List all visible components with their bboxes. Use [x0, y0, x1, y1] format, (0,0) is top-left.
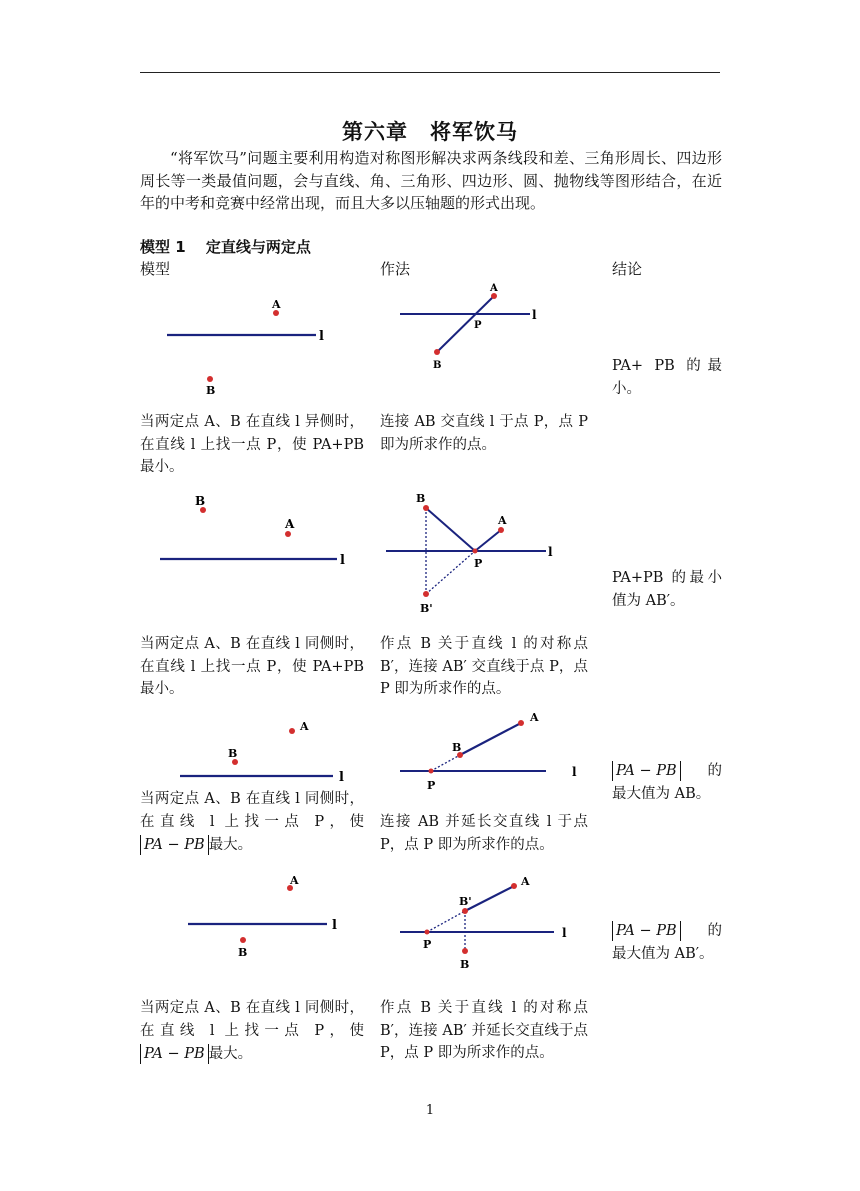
label-P: P	[474, 557, 483, 570]
label-A: A	[285, 517, 295, 531]
label-l: l	[548, 545, 553, 559]
label-B: B	[452, 741, 462, 754]
point-B	[462, 948, 468, 954]
expr-abs-pa-pb: PA − PB	[140, 835, 209, 855]
segment-BP	[426, 508, 475, 551]
figure-row2-model	[140, 490, 360, 580]
row1-conclusion: PA+ PB 的最小。	[612, 358, 722, 397]
expr-abs-pa-pb: PA − PB	[612, 921, 681, 941]
label-l: l	[532, 308, 537, 322]
intro-paragraph: “将军饮马”问题主要利用构造对称图形解决求两条线段和差、三角形周长、四边形周长等一类最值问题，会与直线、角、三角形、四边形、圆、抛物线等图形结合，在近年的中考和竞赛中经常出现，而且大多以压轴题的形式出现。	[140, 149, 722, 212]
row2-conclusion: PA+PB 的最小值为 AB′。	[612, 570, 722, 609]
label-Bp: B'	[459, 895, 472, 908]
segment-BpA	[465, 886, 514, 911]
figure-row1-model	[140, 290, 360, 400]
point-A	[511, 883, 517, 889]
point-A	[518, 720, 524, 726]
point-A	[289, 728, 295, 734]
label-A: A	[490, 283, 498, 294]
row3-method-text: 连接 AB 并延长交直线 l 于点 P，点 P 即为所求作的点。	[380, 814, 588, 853]
point-P	[429, 769, 434, 774]
point-Bp	[462, 908, 468, 914]
row2-model-text: 当两定点 A、B 在直线 l 同侧时，在直线 l 上找一点 P，使 PA+PB 最小。	[140, 636, 364, 697]
column-header-model: 模型	[140, 260, 171, 278]
label-Bp: B'	[420, 602, 433, 615]
label-A: A	[530, 711, 539, 724]
row3-conclusion: PA − PB 的 最大值为 AB。	[612, 763, 722, 802]
label-A: A	[521, 875, 530, 888]
segment-BpP	[426, 551, 475, 594]
point-B	[423, 505, 429, 511]
row2-method-text: 作点 B 关于直线 l 的对称点 B′，连接 AB′ 交直线于点 P，点 P 即为所求作的点。	[380, 636, 588, 697]
label-B: B	[195, 494, 206, 508]
label-l: l	[332, 918, 337, 933]
label-l: l	[562, 926, 567, 940]
point-A	[498, 527, 504, 533]
label-P: P	[474, 320, 482, 331]
label-A: A	[498, 514, 507, 527]
row3-model-text: 当两定点 A、B 在直线 l 同侧时，在直线 l 上找一点 P，使PA − PB 最大。	[140, 791, 364, 853]
point-A	[285, 531, 291, 537]
model-heading: 模型 1 定直线与两定点	[140, 238, 311, 256]
point-B	[240, 937, 246, 943]
chapter-title: 第六章 将军饮马	[342, 120, 518, 144]
label-P: P	[427, 779, 436, 792]
segment-BA	[460, 723, 521, 755]
row4-model-text: 当两定点 A、B 在直线 l 同侧时，在直线 l 上找一点 P，使PA − PB 最大。	[140, 1000, 364, 1062]
row1-method-text: 连接 AB 交直线 l 于点 P，点 P 即为所求作的点。	[380, 414, 588, 453]
point-B	[434, 349, 440, 355]
point-P	[425, 930, 430, 935]
label-B: B	[460, 958, 470, 971]
label-P: P	[423, 938, 432, 951]
label-B: B	[228, 747, 238, 760]
header-rule	[140, 72, 720, 73]
segment-PBp	[427, 911, 465, 932]
label-l: l	[339, 770, 344, 785]
label-B: B	[206, 384, 216, 397]
label-B: B	[416, 492, 426, 505]
figure-row3-model	[140, 718, 360, 788]
label-A: A	[272, 298, 281, 311]
point-B	[207, 376, 213, 382]
label-l: l	[572, 765, 577, 779]
figure-row4-model	[140, 875, 360, 960]
segment-PB	[431, 755, 460, 771]
label-l: l	[340, 553, 345, 568]
row4-conclusion: PA − PB 的 最大值为 AB′。	[612, 923, 722, 962]
label-A: A	[300, 720, 309, 733]
expr-abs-pa-pb: PA − PB	[612, 761, 681, 781]
segment-AB	[437, 296, 494, 352]
column-header-conclusion: 结论	[612, 260, 643, 278]
figure-row2-method	[380, 490, 580, 620]
label-A: A	[290, 875, 299, 887]
expr-abs-pa-pb: PA − PB	[140, 1044, 209, 1064]
column-header-method: 作法	[380, 260, 411, 278]
figure-row4-method	[380, 870, 580, 975]
label-l: l	[319, 329, 324, 344]
label-B: B	[433, 360, 442, 371]
figure-row1-method	[380, 280, 580, 380]
segment-PA	[475, 530, 501, 551]
point-P	[473, 549, 478, 554]
point-Bp	[423, 591, 429, 597]
page-number: 1	[425, 1103, 435, 1118]
row1-model-text: 当两定点 A、B 在直线 l 异侧时，在直线 l 上找一点 P，使 PA+PB 最小。	[140, 414, 364, 475]
row4-method-text: 作点 B 关于直线 l 的对称点 B′，连接 AB′ 并延长交直线于点 P，点 P 即为所求作的点。	[380, 1000, 588, 1061]
label-B: B	[238, 946, 248, 959]
figure-row3-method	[380, 705, 580, 795]
